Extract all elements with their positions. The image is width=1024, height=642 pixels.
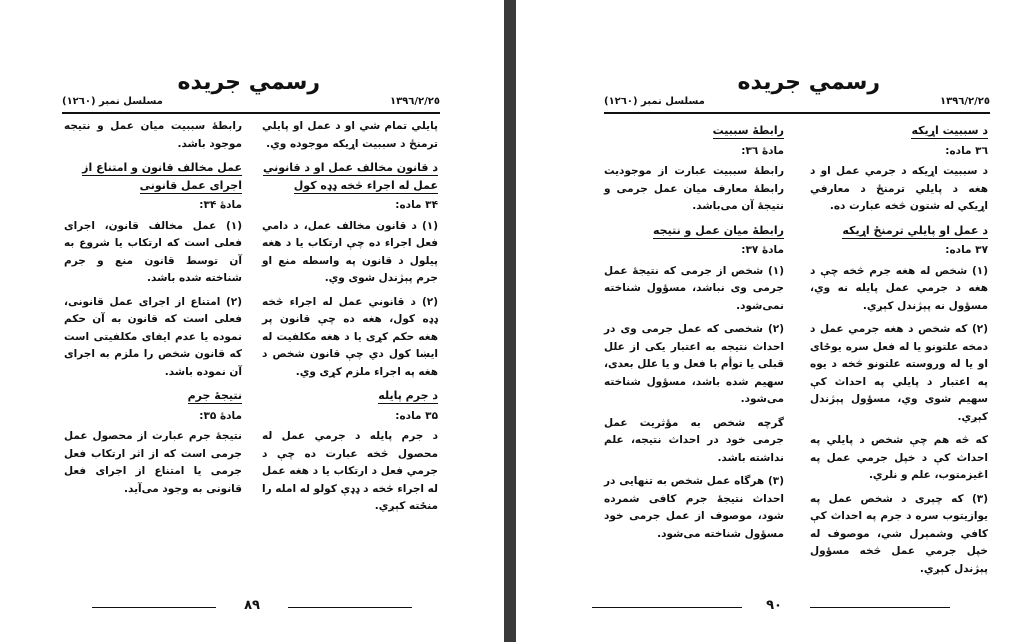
right-page [520,0,1024,642]
section-heading [262,387,438,405]
paragraph: (۲) که شخص د هغه جرمي عمل د دمخه علتونو يا له فعل سره يوځای او يا له وروسته علتونو څخه د يوه په اعتبار د پايلي په احداث کې سهيم شوی وي، مسؤول پېژندل کېږي. [810,323,988,423]
pashto-column [810,118,988,584]
article-number: مادهٔ ۳۴: [199,199,242,211]
page-gutter [504,0,516,642]
paragraph: (۱) شخص له هغه جرم څخه چې د هغه د جرمي عمل پايله نه وي، مسؤول نه پېژندل کېږي. [810,264,988,312]
section-heading [604,222,784,240]
page-header [62,96,440,112]
header-date: ۱۳۹٦/٢/٢٥ [389,96,440,107]
journal-title: رسمي جريده [737,70,880,95]
paragraph: (۱) د قانون مخالف عمل، د دامي فعل اجراء ده چې ارتکاب يا د هغه پيلول د قانون په واسطه منع او جرم پېژندل شوی وي. [262,219,438,284]
paragraph: پايلي تمام شي او د عمل او پايلي ترمنځ د سببيت اړيکه موجوده وي. [262,120,438,150]
article-number: ۳۴ ماده: [395,199,438,211]
article-number: ۳۵ ماده: [395,409,438,422]
section-heading-text: عمل مخالف قانون و امتناع از اجرای عمل قانونی [82,161,242,192]
section-heading [810,122,988,140]
article-number: ۳٦ ماده: [945,144,988,157]
section-heading [604,122,784,140]
journal-title: رسمي جريده [177,70,320,95]
paragraph: رابطهٔ سببيت ميان عمل و نتيجه موجود باشد. [64,120,242,150]
section-heading-text: د جرم پايله [378,389,438,402]
page-number: ۸۹ [244,598,260,613]
header-serial: مسلسل نمبر (۱۲٦۰) [62,96,163,107]
section-heading-text: نتيجهٔ جرم [187,389,242,402]
footer-rule-right [288,607,412,608]
header-rule [604,112,990,114]
page-header [604,96,990,112]
paragraph: (۲) شخصی که عمل جرمی وی در احداث نتيجه به اعتبار يکی از علل قبلی يا توأم با فعل و يا علل بعدی، سهيم شده باشد، مسؤول شناخته می‌شود. [604,323,784,405]
dari-column [604,118,784,549]
section-heading-text: رابطهٔ ميان عمل و نتيجه [652,223,784,237]
section-heading [64,159,242,194]
section-heading [262,159,438,194]
section-heading [64,387,242,405]
left-page [0,0,496,642]
page-number: ۹۰ [766,598,782,613]
dari-column [64,118,242,504]
header-date: ۱۳۹٦/٢/٢٥ [939,96,990,107]
paragraph: که څه هم چې شخص د پايلي په احداث کې د خپل جرمي عمل په اغيزمتوب، علم و نلري. [810,434,988,481]
section-heading-text: رابطهٔ سببيت [712,124,784,137]
paragraph: گرچه شخص به مؤثريت عمل جرمی خود در احداث نتيجه، علم نداشته باشد. [604,416,784,464]
footer-rule-left [92,607,216,608]
paragraph: (۲) د قانوني عمل له اجراء څخه ډډه کول، هغه ده چې قانون پر هغه حکم کړی يا د هغه مکلفيت له ايښا کول دي چې قانون شخص د هغه په اجراء ملزم کړی وي. [262,295,438,378]
paragraph: رابطهٔ سببيت عبارت از موجوديت رابطهٔ معارف ميان عمل جرمی و نتيجهٔ آن می‌باشد. [604,165,784,212]
paragraph: د جرم پايله د جرمي عمل له محصول څخه عبارت ده چې د جرمي فعل د ارتکاب يا د هغه عمل له اجراء څخه د ډډې کولو له امله را منځته کېږي. [261,430,438,512]
header-rule [62,112,440,114]
paragraph: (۳) که چېری د شخص عمل په يوازيتوب سره د جرم په احداث کې کافي وشمېرل شي، موصوف له خپل جرمي عمل څخه مسؤول پېژندل کېږي. [810,492,988,575]
header-serial: مسلسل نمبر (۱۲٦۰) [604,96,705,107]
article-number: مادهٔ ۳۵: [199,409,242,422]
paragraph: نتيجهٔ جرم عبارت از محصول عمل جرمی است که از اثر ارتکاب فعل جرمی يا امتناع از اجرای فعل قانونی به وجود می‌آيد. [64,430,242,495]
footer-rule-left [592,607,742,608]
paragraph: د سببيت اړيکه د جرمي عمل او د هغه د پايلي ترمنځ د معارفي اړيکي له شتون څخه عبارت ده. [810,165,988,212]
section-heading-text: د سببيت اړيکه [911,124,988,137]
paragraph: (۱) عمل مخالف قانون، اجرای فعلی است که ارتکاب يا شروع به آن توسط قانون منع و جرم شناخته شده باشد. [64,219,242,284]
article-number: مادهٔ ۳٦: [741,144,784,157]
section-heading [810,222,988,240]
section-heading-text: د قانون مخالف عمل او د قانوني عمل له اجراء څخه ډډه کول [262,161,438,192]
article-number: ۳۷ ماده: [945,244,988,256]
paragraph: (۱) شخص از جرمی که نتيجهٔ عمل جرمی وی نباشد، مسؤول شناخته نمی‌شود. [604,264,784,312]
section-heading-text: د عمل او پايلي ترمنځ اړيکه [842,223,988,237]
paragraph: (۲) امتناع از اجرای عمل قانونی، فعلی است که قانون به آن حکم نموده يا عدم ايفای مکلفيتی است که قانون شخص را ملزم به اجرای آن نموده باشد. [64,295,242,378]
footer-rule-right [810,607,950,608]
pashto-column [262,118,438,522]
paragraph: (۳) هرگاه عمل شخص به تنهايی در احداث نتيجهٔ جرم کافی شمرده شود، موصوف از عمل جرمی خود مسؤول شناخته می‌شود. [604,475,784,540]
article-number: مادهٔ ۳۷: [741,244,784,256]
